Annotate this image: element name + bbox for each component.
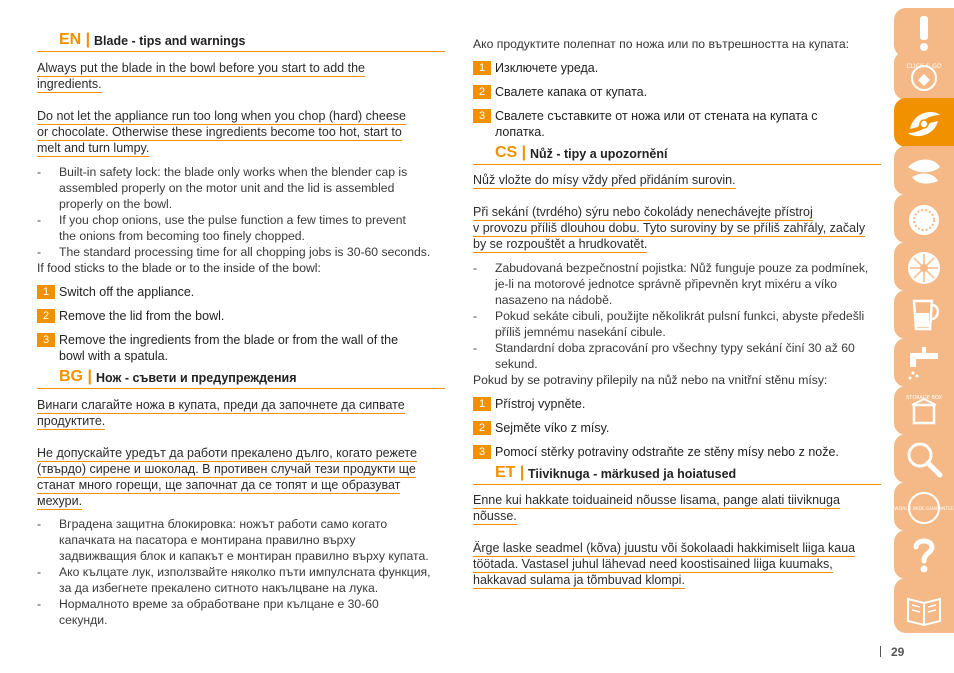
tab-cleaning[interactable] <box>894 338 954 387</box>
section-title-bg: Нож - съвети и предупреждения <box>96 371 297 385</box>
tab-warnings[interactable] <box>894 8 954 57</box>
step-number: 2 <box>473 85 491 99</box>
help-icon <box>904 535 944 575</box>
grating-disc-icon <box>904 199 944 239</box>
tab-storage[interactable] <box>894 386 954 435</box>
storage-box-icon <box>904 391 944 431</box>
juicer-icon <box>904 247 944 287</box>
section-header-en <box>37 32 445 52</box>
section-header-et <box>473 465 881 485</box>
section-title-et: Tiiviknuga - märkused ja hoiatused <box>528 467 737 481</box>
warning-en-2: Do not let the appliance run too long when you chop (hard) cheese or chocolate. Otherwise these ingredients become too hot, start to melt and turn lumpy. <box>37 109 406 155</box>
svg-text:STORAGE BOX: STORAGE BOX <box>906 395 942 401</box>
warning-cs-2: Při sekání (tvrdého) sýru nebo čokolády nenechávejte přístroj v provozu příliš dlouhou dobu. Tyto suroviny by se příliš zahřály, začaly by se rozpouštět a hrudkovatět. <box>473 205 866 251</box>
cleaning-tap-icon <box>904 343 944 383</box>
tab-grating[interactable] <box>894 194 954 243</box>
intro-en: If food sticks to the blade or to the inside of the bowl: <box>37 261 321 275</box>
section-header-cs <box>473 145 881 165</box>
tab-search[interactable] <box>894 434 954 483</box>
svg-text:WORLD WIDE GUARANTEE: WORLD WIDE GUARANTEE <box>894 507 954 512</box>
warning-cs-1: Nůž vložte do mísy vždy před přidáním surovin. <box>473 173 736 187</box>
step-number: 3 <box>37 333 55 347</box>
tab-juicer[interactable] <box>894 242 954 291</box>
blade-icon <box>904 103 944 143</box>
svg-text:CLICK & GO: CLICK & GO <box>906 63 942 70</box>
warning-et-2: Ärge laske seadmel (kõva) juustu või šokolaadi hakkimiselt liiga kaua töötada. Vastasel juhul lähevad need koostisained liiga kuumaks, hakkavad sulama ja tõmbuvad klompi. <box>473 541 856 587</box>
step-number: 1 <box>473 397 491 411</box>
tab-help[interactable] <box>894 530 954 579</box>
warning-et-1: Enne kui hakkate toiduaineid nõusse lisama, pange alati tiiviknuga nõusse. <box>473 493 840 523</box>
tab-blade[interactable] <box>894 98 954 147</box>
warning-icon <box>904 13 944 53</box>
magnifier-icon <box>904 439 944 479</box>
step-number: 3 <box>473 109 491 123</box>
slicing-disc-icon <box>904 151 944 191</box>
warning-bg-1: Винаги слагайте ножа в купата, преди да започнете да сипвате продуктите. <box>37 398 405 428</box>
warning-en-1: Always put the blade in the bowl before you start to add the ingredients. <box>37 61 365 91</box>
tab-guarantee[interactable] <box>894 482 954 531</box>
tab-slicing[interactable] <box>894 146 954 195</box>
lang-code-cs: CS | <box>495 144 527 161</box>
world-wide-guarantee-icon <box>894 487 954 527</box>
warning-bg-2: Не допускайте уредът да работи прекалено дълго, когато режете (твърдо) сирене и шоколад. В противен случай тези продукти ще станат много горещи, ще започнат да се топят и ще образуват мехури. <box>37 446 417 508</box>
tab-click-and-go[interactable] <box>894 51 954 100</box>
step-number: 2 <box>473 421 491 435</box>
step-number: 1 <box>473 61 491 75</box>
lang-code-et: ET | <box>495 464 525 481</box>
lang-code-bg: BG | <box>59 368 92 385</box>
step-number: 1 <box>37 285 55 299</box>
step-number: 2 <box>37 309 55 323</box>
blender-jug-icon <box>904 295 944 335</box>
page-number: 29 <box>880 645 904 659</box>
lang-code-en: EN | <box>59 31 91 48</box>
recipe-book-icon <box>904 589 944 629</box>
step-number: 3 <box>473 445 491 459</box>
section-title-cs: Nůž - tipy a upozornění <box>530 147 668 161</box>
intro-bg: Ако продуктите полепнат по ножа или по вътрешността на купата: <box>473 37 850 51</box>
click-and-go-icon <box>904 56 944 96</box>
tab-blender[interactable] <box>894 290 954 339</box>
section-title-en: Blade - tips and warnings <box>94 34 246 48</box>
section-header-bg <box>37 369 445 389</box>
tab-recipes[interactable] <box>894 584 954 633</box>
intro-cs: Pokud by se potraviny přilepily na nůž nebo na vnitřní stěnu mísy: <box>473 373 828 387</box>
